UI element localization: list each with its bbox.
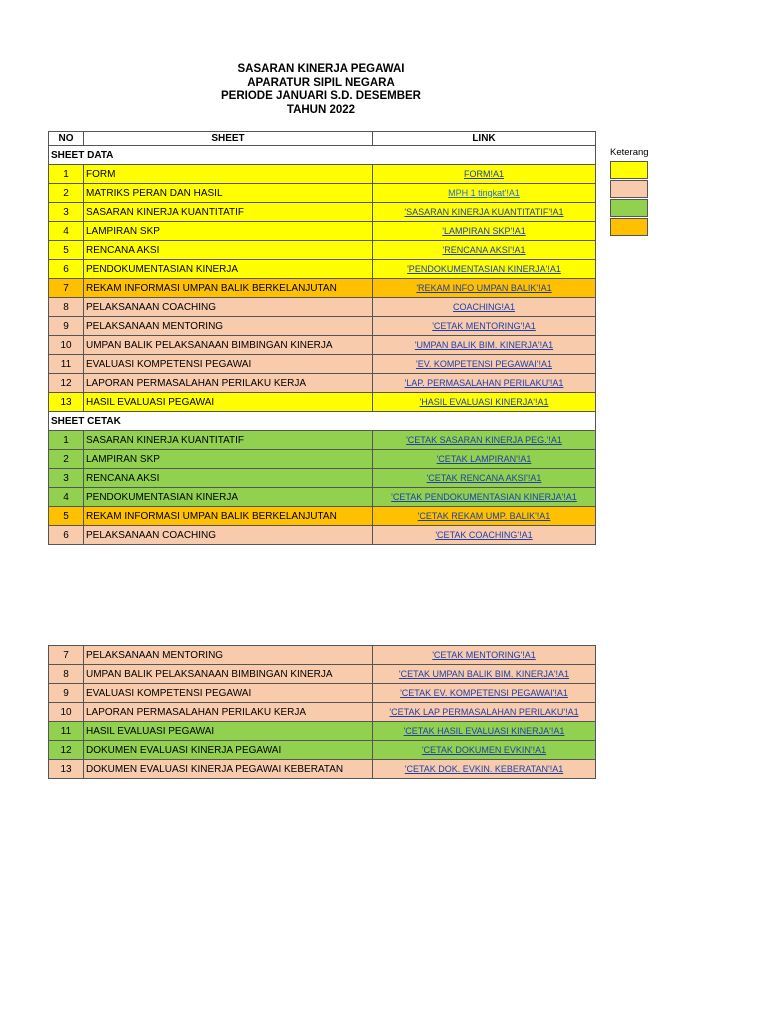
table-row bbox=[49, 507, 596, 526]
sheet-name: LAPORAN PERMASALAHAN PERILAKU KERJA bbox=[84, 703, 373, 722]
link-cell bbox=[373, 203, 596, 222]
link-cell bbox=[373, 260, 596, 279]
section-sheet-cetak bbox=[49, 412, 596, 431]
link-cell bbox=[373, 222, 596, 241]
sheet-link[interactable]: 'HASIL EVALUASI KINERJA'!A1 bbox=[419, 396, 549, 407]
sheet-link[interactable]: 'CETAK DOK. EVKIN. KEBERATAN'!A1 bbox=[404, 763, 564, 774]
row-number: 6 bbox=[49, 526, 84, 545]
row-number: 13 bbox=[49, 393, 84, 412]
link-cell bbox=[373, 760, 596, 779]
table-row bbox=[49, 165, 596, 184]
sheet-index-body bbox=[49, 146, 596, 545]
table-row bbox=[49, 298, 596, 317]
section-sheet-cetak-label: SHEET CETAK bbox=[49, 412, 596, 431]
row-number: 8 bbox=[49, 298, 84, 317]
table-row bbox=[49, 646, 596, 665]
sheet-name: PENDOKUMENTASIAN KINERJA bbox=[84, 260, 373, 279]
sheet-link[interactable]: 'SASARAN KINERJA KUANTITATIF'!A1 bbox=[404, 206, 564, 217]
link-cell bbox=[373, 317, 596, 336]
sheet-link[interactable]: 'RENCANA AKSI'!A1 bbox=[442, 244, 526, 255]
table-row bbox=[49, 317, 596, 336]
link-cell bbox=[373, 184, 596, 203]
sheet-name: PELAKSANAAN COACHING bbox=[84, 526, 373, 545]
row-number: 13 bbox=[49, 760, 84, 779]
row-number: 4 bbox=[49, 222, 84, 241]
sheet-name: UMPAN BALIK PELAKSANAAN BIMBINGAN KINERJA bbox=[84, 336, 373, 355]
link-cell bbox=[373, 450, 596, 469]
link-cell bbox=[373, 488, 596, 507]
row-number: 1 bbox=[49, 165, 84, 184]
link-cell bbox=[373, 665, 596, 684]
sheet-name: REKAM INFORMASI UMPAN BALIK BERKELANJUTAN bbox=[84, 279, 373, 298]
sheet-name: PELAKSANAAN MENTORING bbox=[84, 646, 373, 665]
sheet-name: RENCANA AKSI bbox=[84, 241, 373, 260]
sheet-link[interactable]: 'UMPAN BALIK BIM. KINERJA'!A1 bbox=[414, 339, 554, 350]
sheet-cetak-continued-table bbox=[48, 645, 596, 779]
link-cell bbox=[373, 646, 596, 665]
title-line-3: PERIODE JANUARI S.D. DESEMBER bbox=[220, 90, 421, 102]
table-row bbox=[49, 355, 596, 374]
sheet-name: FORM bbox=[84, 165, 373, 184]
sheet-name: LAMPIRAN SKP bbox=[84, 222, 373, 241]
sheet-link[interactable]: 'CETAK MENTORING'!A1 bbox=[432, 649, 536, 660]
sheet-link[interactable]: 'LAMPIRAN SKP'!A1 bbox=[442, 225, 526, 236]
sheet-link[interactable]: 'CETAK COACHING'!A1 bbox=[435, 529, 533, 540]
row-number: 9 bbox=[49, 317, 84, 336]
row-number: 10 bbox=[49, 336, 84, 355]
row-number: 12 bbox=[49, 741, 84, 760]
link-cell bbox=[373, 279, 596, 298]
row-number: 1 bbox=[49, 431, 84, 450]
section-sheet-data bbox=[49, 146, 596, 165]
sheet-link[interactable]: 'CETAK HASIL EVALUASI KINERJA'!A1 bbox=[403, 725, 565, 736]
sheet-name: SASARAN KINERJA KUANTITATIF bbox=[84, 203, 373, 222]
row-number: 5 bbox=[49, 241, 84, 260]
table-row bbox=[49, 336, 596, 355]
link-cell bbox=[373, 165, 596, 184]
link-cell bbox=[373, 526, 596, 545]
link-cell bbox=[373, 393, 596, 412]
sheet-name: HASIL EVALUASI PEGAWAI bbox=[84, 722, 373, 741]
table-row bbox=[49, 665, 596, 684]
sheet-link[interactable]: 'CETAK SASARAN KINERJA PEG.'!A1 bbox=[406, 434, 562, 445]
row-number: 2 bbox=[49, 184, 84, 203]
sheet-name: EVALUASI KOMPETENSI PEGAWAI bbox=[84, 684, 373, 703]
sheet-link[interactable]: MPH 1 tingkat'!A1 bbox=[448, 187, 520, 198]
legend-label: Keterang bbox=[610, 147, 649, 158]
sheet-link[interactable]: 'PENDOKUMENTASIAN KINERJA'!A1 bbox=[407, 263, 561, 274]
sheet-link[interactable]: 'CETAK UMPAN BALIK BIM. KINERJA'!A1 bbox=[398, 668, 570, 679]
title-line-2: APARATUR SIPIL NEGARA bbox=[247, 76, 395, 89]
link-cell bbox=[373, 722, 596, 741]
sheet-link[interactable]: COACHING!A1 bbox=[452, 301, 515, 312]
row-number: 8 bbox=[49, 665, 84, 684]
sheet-link[interactable]: 'EV. KOMPETENSI PEGAWAI'!A1 bbox=[416, 358, 552, 369]
sheet-name: REKAM INFORMASI UMPAN BALIK BERKELANJUTAN bbox=[84, 507, 373, 526]
sheet-index-table bbox=[48, 131, 596, 545]
sheet-link[interactable]: 'CETAK LAMPIRAN'!A1 bbox=[436, 453, 532, 464]
title-line-1: SASARAN KINERJA PEGAWAI bbox=[237, 63, 405, 75]
row-number: 12 bbox=[49, 374, 84, 393]
legend-swatch-orange bbox=[610, 218, 648, 236]
sheet-name: MATRIKS PERAN DAN HASIL bbox=[84, 184, 373, 203]
section-sheet-data-label: SHEET DATA bbox=[49, 146, 596, 165]
link-cell bbox=[373, 336, 596, 355]
table-row bbox=[49, 703, 596, 722]
header-no: NO bbox=[49, 132, 84, 146]
table-row bbox=[49, 260, 596, 279]
table-row bbox=[49, 393, 596, 412]
table-row bbox=[49, 684, 596, 703]
row-number: 6 bbox=[49, 260, 84, 279]
table-row bbox=[49, 374, 596, 393]
table-row bbox=[49, 469, 596, 488]
row-number: 3 bbox=[49, 469, 84, 488]
table-row bbox=[49, 222, 596, 241]
row-number: 10 bbox=[49, 703, 84, 722]
document-title bbox=[180, 63, 462, 117]
sheet-name: PELAKSANAAN COACHING bbox=[84, 298, 373, 317]
table-row bbox=[49, 722, 596, 741]
table-row bbox=[49, 431, 596, 450]
row-number: 7 bbox=[49, 279, 84, 298]
table-row bbox=[49, 279, 596, 298]
row-number: 5 bbox=[49, 507, 84, 526]
header-link: LINK bbox=[373, 132, 596, 146]
legend-swatch-green bbox=[610, 199, 648, 217]
sheet-cetak-continued-body bbox=[49, 646, 596, 779]
link-cell bbox=[373, 741, 596, 760]
sheet-name: RENCANA AKSI bbox=[84, 469, 373, 488]
sheet-name: DOKUMEN EVALUASI KINERJA PEGAWAI KEBERATAN bbox=[84, 760, 373, 779]
table-row bbox=[49, 526, 596, 545]
sheet-link[interactable]: 'CETAK EV. KOMPETENSI PEGAWAI'!A1 bbox=[400, 687, 568, 698]
sheet-link[interactable]: 'CETAK DOKUMEN EVKIN'!A1 bbox=[421, 744, 547, 755]
sheet-link[interactable]: 'CETAK MENTORING'!A1 bbox=[432, 320, 536, 331]
table-row bbox=[49, 760, 596, 779]
link-cell bbox=[373, 241, 596, 260]
table-row bbox=[49, 203, 596, 222]
link-cell bbox=[373, 355, 596, 374]
sheet-link[interactable]: 'REKAM INFO UMPAN BALIK'!A1 bbox=[416, 282, 552, 293]
link-cell bbox=[373, 298, 596, 317]
sheet-name: SASARAN KINERJA KUANTITATIF bbox=[84, 431, 373, 450]
row-number: 7 bbox=[49, 646, 84, 665]
row-number: 11 bbox=[49, 355, 84, 374]
table-row bbox=[49, 241, 596, 260]
link-cell bbox=[373, 469, 596, 488]
row-number: 3 bbox=[49, 203, 84, 222]
sheet-name: DOKUMEN EVALUASI KINERJA PEGAWAI bbox=[84, 741, 373, 760]
link-cell bbox=[373, 374, 596, 393]
sheet-link[interactable]: 'CETAK RENCANA AKSI'!A1 bbox=[426, 472, 542, 483]
table-row bbox=[49, 488, 596, 507]
row-number: 9 bbox=[49, 684, 84, 703]
legend-swatch-yellow bbox=[610, 161, 648, 179]
link-cell bbox=[373, 703, 596, 722]
sheet-link[interactable]: 'CETAK LAP PERMASALAHAN PERILAKU'!A1 bbox=[389, 706, 579, 717]
sheet-link[interactable]: 'CETAK PENDOKUMENTASIAN KINERJA'!A1 bbox=[391, 491, 577, 502]
sheet-link[interactable]: 'CETAK REKAM UMP. BALIK'!A1 bbox=[417, 510, 551, 521]
sheet-link[interactable]: 'LAP. PERMASALAHAN PERILAKU'!A1 bbox=[404, 377, 564, 388]
sheet-name: LAMPIRAN SKP bbox=[84, 450, 373, 469]
table-row bbox=[49, 450, 596, 469]
title-line-4: TAHUN 2022 bbox=[286, 103, 356, 116]
sheet-name: HASIL EVALUASI PEGAWAI bbox=[84, 393, 373, 412]
row-number: 4 bbox=[49, 488, 84, 507]
table-header-row bbox=[49, 132, 596, 146]
sheet-name: EVALUASI KOMPETENSI PEGAWAI bbox=[84, 355, 373, 374]
link-cell bbox=[373, 507, 596, 526]
link-cell bbox=[373, 684, 596, 703]
row-number: 11 bbox=[49, 722, 84, 741]
sheet-name: LAPORAN PERMASALAHAN PERILAKU KERJA bbox=[84, 374, 373, 393]
table-row bbox=[49, 741, 596, 760]
header-sheet: SHEET bbox=[84, 132, 373, 146]
sheet-name: PELAKSANAAN MENTORING bbox=[84, 317, 373, 336]
sheet-name: PENDOKUMENTASIAN KINERJA bbox=[84, 488, 373, 507]
sheet-link[interactable]: FORM!A1 bbox=[463, 168, 504, 179]
sheet-name: UMPAN BALIK PELAKSANAAN BIMBINGAN KINERJA bbox=[84, 665, 373, 684]
row-number: 2 bbox=[49, 450, 84, 469]
link-cell bbox=[373, 431, 596, 450]
table-row bbox=[49, 184, 596, 203]
legend-swatch-peach bbox=[610, 180, 648, 198]
